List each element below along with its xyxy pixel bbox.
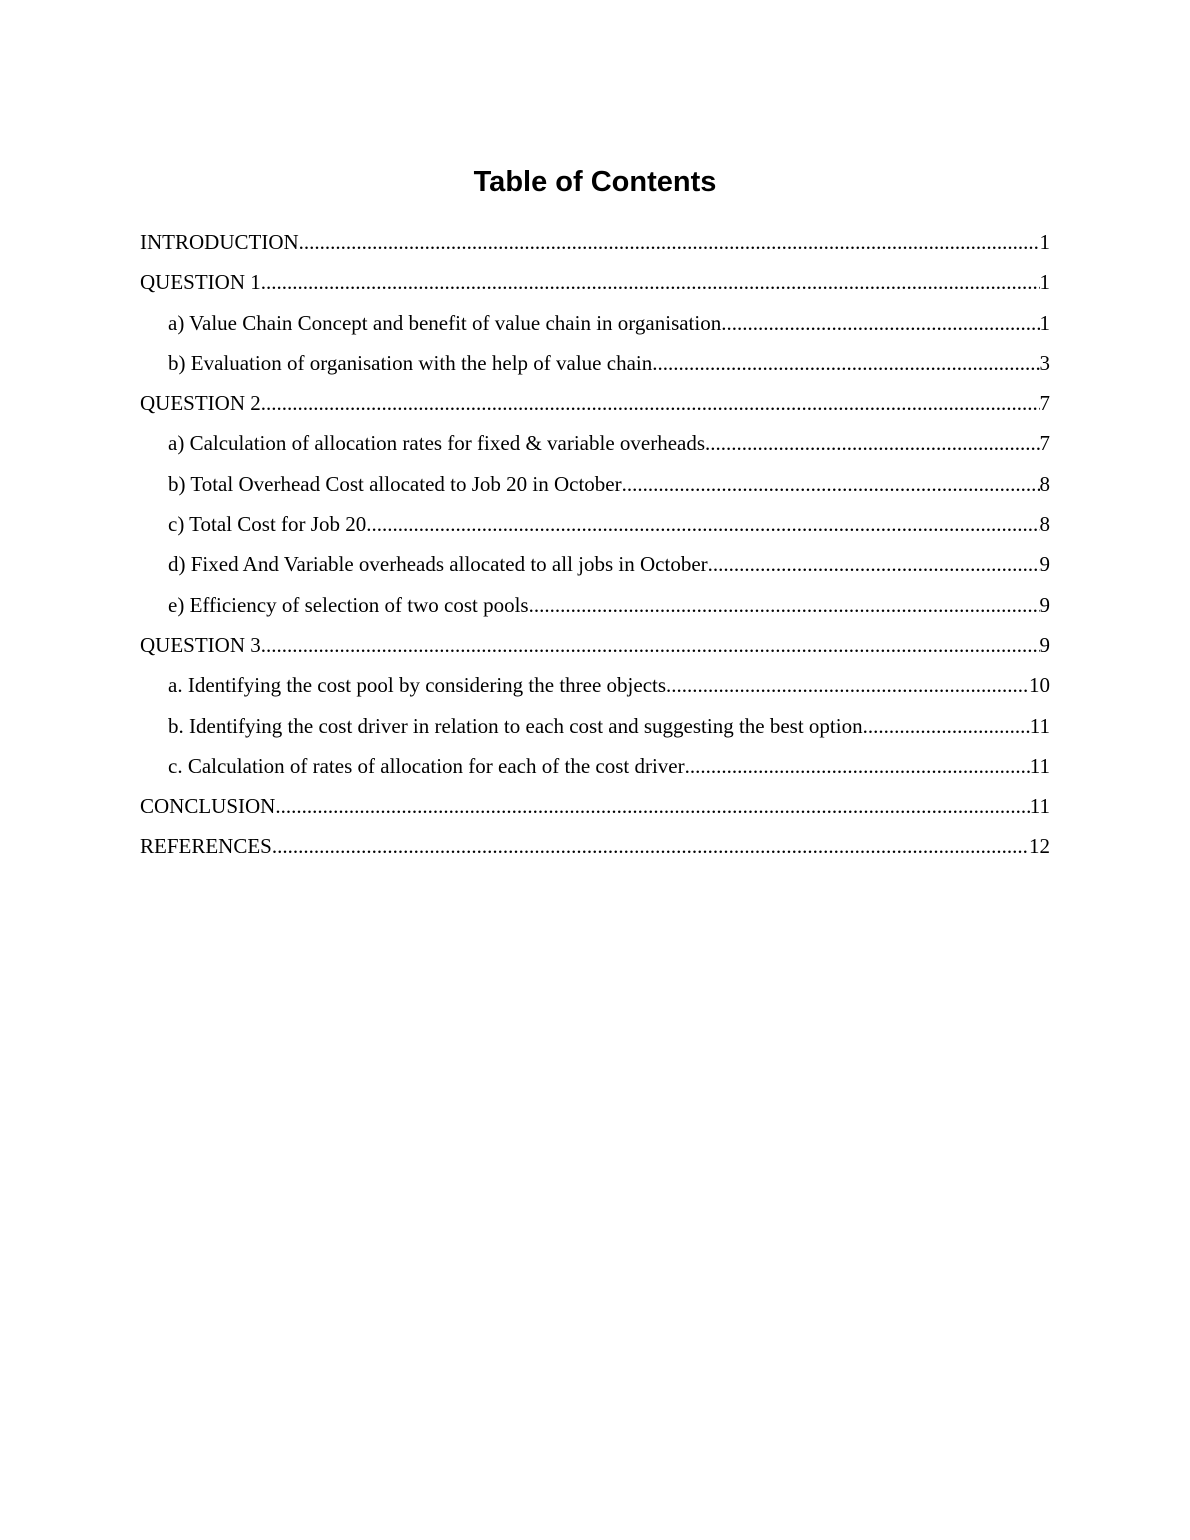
toc-dot-leader bbox=[366, 504, 1039, 544]
toc-entry-text: a. Identifying the cost pool by considering the three objects bbox=[168, 673, 667, 698]
toc-entry-q2-d[interactable] bbox=[140, 544, 1050, 584]
toc-page-number: 11 bbox=[1029, 713, 1050, 738]
toc-entry-text: a) Value Chain Concept and benefit of value chain in organisation bbox=[168, 310, 722, 335]
toc-entry-text: b. Identifying the cost driver in relation to each cost and suggesting the best option bbox=[168, 713, 863, 738]
toc-list bbox=[140, 222, 1050, 867]
toc-dot-leader bbox=[685, 746, 1030, 786]
toc-dot-leader bbox=[275, 786, 1029, 826]
toc-page-number: 9 bbox=[1039, 592, 1050, 617]
toc-dot-leader bbox=[666, 665, 1029, 705]
toc-dot-leader bbox=[261, 262, 1040, 302]
toc-dot-leader bbox=[652, 343, 1039, 383]
toc-page-number: 11 bbox=[1029, 794, 1050, 819]
toc-entry-introduction[interactable] bbox=[140, 222, 1050, 262]
toc-entry-q2-c[interactable] bbox=[140, 504, 1050, 544]
toc-entry-q2-b[interactable] bbox=[140, 464, 1050, 504]
toc-dot-leader bbox=[261, 383, 1040, 423]
toc-entry-conclusion[interactable] bbox=[140, 786, 1050, 826]
toc-title: Table of Contents bbox=[473, 166, 717, 198]
toc-entry-text: b) Evaluation of organisation with the help of value chain bbox=[168, 350, 653, 375]
toc-page-number: 7 bbox=[1039, 431, 1050, 456]
toc-page-number: 10 bbox=[1029, 673, 1050, 698]
toc-entry-text: REFERENCES bbox=[140, 834, 272, 859]
toc-entry-question-1[interactable] bbox=[140, 262, 1050, 302]
toc-entry-question-3[interactable] bbox=[140, 625, 1050, 665]
toc-entry-q3-b[interactable] bbox=[140, 706, 1050, 746]
toc-entry-text: INTRODUCTION bbox=[140, 230, 299, 254]
toc-entry-q1-b[interactable] bbox=[140, 343, 1050, 383]
toc-dot-leader bbox=[529, 585, 1040, 625]
toc-page-number: 1 bbox=[1039, 270, 1050, 295]
toc-page-number: 7 bbox=[1039, 391, 1050, 416]
toc-page-number: 11 bbox=[1029, 753, 1050, 778]
toc-page-number: 12 bbox=[1029, 834, 1050, 859]
toc-entry-text: c) Total Cost for Job 20 bbox=[168, 512, 367, 537]
toc-dot-leader bbox=[705, 423, 1039, 463]
toc-page-number: 8 bbox=[1039, 471, 1050, 496]
toc-entry-q1-a[interactable] bbox=[140, 303, 1050, 343]
toc-dot-leader bbox=[863, 706, 1030, 746]
toc-page-number: 8 bbox=[1039, 512, 1050, 537]
toc-entry-text: c. Calculation of rates of allocation for each of the cost driver bbox=[168, 753, 685, 778]
toc-dot-leader bbox=[299, 222, 1040, 262]
toc-dot-leader bbox=[622, 464, 1040, 504]
toc-dot-leader bbox=[261, 625, 1040, 665]
toc-page-number: 9 bbox=[1039, 632, 1050, 657]
toc-entry-q2-a[interactable] bbox=[140, 423, 1050, 463]
toc-entry-text: QUESTION 3 bbox=[140, 632, 261, 657]
toc-entry-text: QUESTION 1 bbox=[140, 270, 261, 295]
toc-entry-text: a) Calculation of allocation rates for fixed & variable overheads bbox=[168, 431, 706, 456]
toc-entry-text: QUESTION 2 bbox=[140, 391, 261, 416]
toc-entry-q3-c[interactable] bbox=[140, 746, 1050, 786]
toc-entry-question-2[interactable] bbox=[140, 383, 1050, 423]
toc-entry-text: CONCLUSION bbox=[140, 794, 276, 819]
toc-dot-leader bbox=[708, 544, 1040, 584]
toc-page-number: 1 bbox=[1039, 230, 1050, 254]
toc-entry-q2-e[interactable] bbox=[140, 585, 1050, 625]
toc-dot-leader bbox=[272, 826, 1029, 866]
toc-entry-q3-a[interactable] bbox=[140, 665, 1050, 705]
toc-entry-text: b) Total Overhead Cost allocated to Job 20 in October bbox=[168, 471, 622, 496]
toc-dot-leader bbox=[721, 303, 1039, 343]
toc-page-number: 3 bbox=[1039, 350, 1050, 375]
toc-page-number: 9 bbox=[1039, 552, 1050, 577]
toc-entry-references[interactable] bbox=[140, 826, 1050, 866]
toc-entry-text: d) Fixed And Variable overheads allocated to all jobs in October bbox=[168, 552, 708, 577]
toc-entry-text: e) Efficiency of selection of two cost pools bbox=[168, 592, 529, 617]
toc-page-number: 1 bbox=[1039, 310, 1050, 335]
